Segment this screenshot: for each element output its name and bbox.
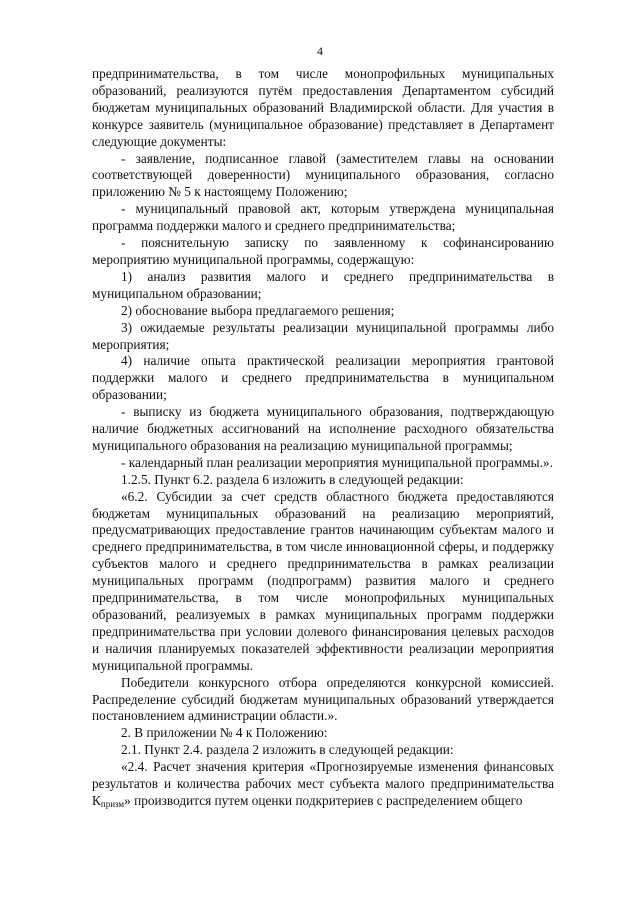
document-body	[92, 66, 554, 810]
paragraph: 2.1. Пункт 2.4. раздела 2 изложить в следующей редакции:	[121, 742, 454, 758]
paragraph: 1.2.5. Пункт 6.2. раздела 6 изложить в следующей редакции:	[121, 471, 464, 487]
paragraph: 4) наличие опыта практической реализации мероприятия грантовой поддержки малого и среднего предпринимательства в муниципальном образовании;	[92, 353, 554, 403]
paragraph: предпринимательства, в том числе монопрофильных муниципальных образований, реализуются путём предоставления Департаментом субсидий бюджетам муниципальных образований Владимирской области. Для участия в конкурсе заявитель (муниципальное образование) представляет в Департамент следующие документы:	[92, 66, 554, 149]
paragraph-list	[92, 66, 554, 759]
paragraph: - пояснительную записку по заявленному к софинансированию мероприятию муниципальной программы, содержащую:	[92, 235, 554, 267]
page-number: 4	[317, 44, 323, 58]
paragraph: 2) обоснование выбора предлагаемого решения;	[121, 302, 395, 318]
paragraph-last-text-continued: » производится путем оценки подкритериев с распределением общего	[124, 792, 523, 808]
paragraph: - выписку из бюджета муниципального образования, подтверждающую наличие бюджетных ассигнований на исполнение расходного обязательства муниципального образования на реализацию муниципальной программы;	[92, 404, 554, 453]
paragraph-last-text: «2.4. Расчет значения критерия «Прогнозируемые изменения финансовых результатов и количества рабочих мест субъекта малого предпринимательства К	[92, 759, 554, 808]
paragraph: - календарный план реализации мероприятия муниципальной программы.».	[121, 454, 553, 470]
criterion-subscript: призм	[100, 798, 125, 809]
paragraph: - заявление, подписанное главой (заместителем главы на основании соответствующей доверенности) муниципального образования, согласно приложению № 5 к настоящему Положению;	[92, 150, 554, 200]
paragraph: - муниципальный правовой акт, которым утверждена муниципальная программа поддержки малого и среднего предпринимательства;	[92, 201, 554, 234]
paragraph: 1) анализ развития малого и среднего предпринимательства в муниципальном образовании;	[92, 268, 554, 301]
paragraph: 2. В приложении № 4 к Положению:	[121, 725, 328, 741]
paragraph: Победители конкурсного отбора определяются конкурсной комиссией. Распределение субсидий бюджетам муниципальных образований утверждается постановлением администрации области.».	[92, 674, 554, 724]
paragraph: «6.2. Субсидии за счет средств областного бюджета предоставляются бюджетам муниципальных образований на реализацию мероприятий, предусматривающих предоставление грантов начинающим субъектам малого и среднего предпринимательства, в том числе инновационной сферы, и поддержку субъектов малого и среднего предпринимательства в рамках реализации муниципальных программ (подпрограмм) развития малого и среднего предпринимательства, в том числе монопрофильных муниципальных образований, реализуемых в рамках муниципальных программ поддержки предпринимательства при условии долевого финансирования целевых расходов и наличия планируемых показателей эффективности реализации мероприятия муниципальной программы.	[92, 488, 554, 673]
paragraph: 3) ожидаемые результаты реализации муниципальной программы либо мероприятия;	[92, 319, 554, 352]
paragraph-last	[92, 759, 554, 810]
